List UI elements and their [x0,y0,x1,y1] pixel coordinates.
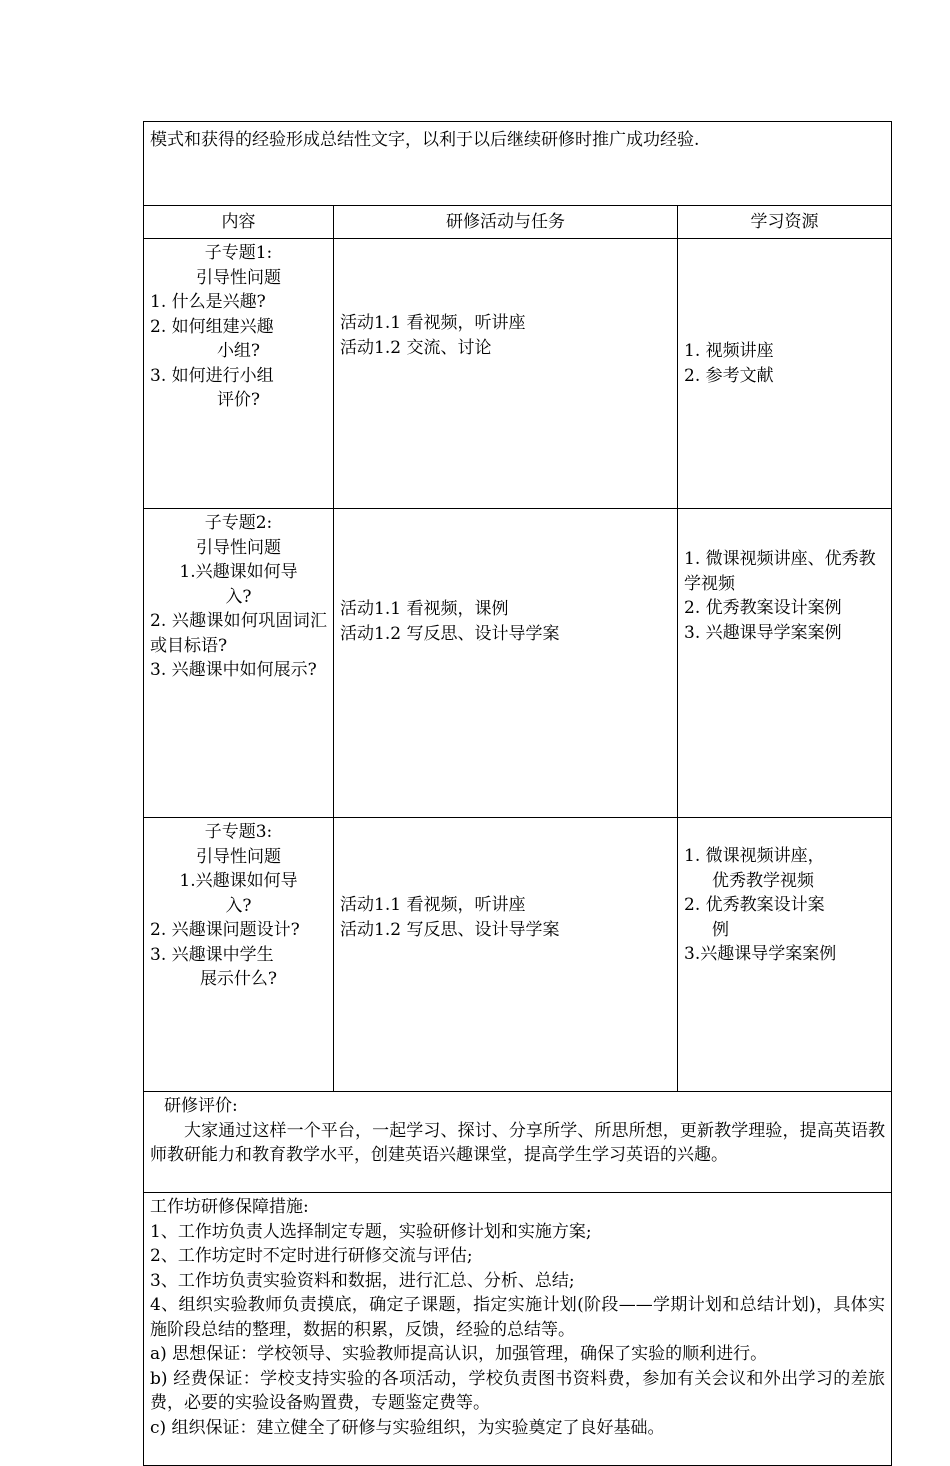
question: 展示什么? [199,969,278,989]
evaluation-body: 大家通过这样一个平台，一起学习、探讨、分享所学、所思所想，更新教学理验，提高英语教师教研能力和教育教学水平，创建英语兴趣课堂，提高学生学习英语的兴趣。 [150,1120,885,1165]
resource: 1. 微课视频讲座， [684,846,825,866]
measures-cell [144,1193,892,1466]
topic-sub: 引导性问题 [196,846,281,867]
measure-item: 3、工作坊负责实验资料和数据，进行汇总、分析、总结; [150,1270,575,1291]
header-row [144,206,892,239]
resources-cell [678,509,892,818]
resource: 1. 视频讲座 [684,341,774,361]
evaluation-row [144,1092,892,1193]
question: 3. 兴趣课中学生 [150,944,274,965]
question: 评价? [216,390,261,410]
plan-table [143,121,892,1466]
topic-sub: 引导性问题 [196,267,281,288]
resource: 2. 优秀教案设计案 [684,895,825,915]
intro-cell [144,122,892,206]
measure-item: c) 组织保证：建立健全了研修与实验组织，为实验奠定了良好基础。 [150,1417,665,1438]
resource: 3.兴趣课导学案案例 [684,944,837,964]
activity: 活动1.1 看视频，听讲座 [340,313,526,333]
evaluation-title: 研修评价: [164,1096,238,1116]
resource: 3. 兴趣课导学案案例 [684,622,842,643]
measures-title: 工作坊研修保障措施: [150,1197,309,1217]
measure-item: a) 思想保证：学校领导、实验教师提高认识，加强管理，确保了实验的顺利进行。 [150,1344,768,1364]
activity: 活动1.1 看视频，课例 [340,599,509,619]
question: 1.兴趣课如何导 [179,562,298,582]
topic-sub: 引导性问题 [196,537,281,558]
activity: 活动1.2 交流、讨论 [340,337,492,358]
measure-item: 4、组织实验教师负责摸底，确定子课题，指定实施计划(阶段——学期计划和总结计划)，具体实施阶段总结的整理，数据的积累，反馈，经验的总结等。 [150,1295,885,1340]
question: 2. 兴趣课问题设计? [150,920,300,940]
topic-title: 子专题3: [204,822,273,842]
question: 2. 如何组建兴趣 [150,316,274,337]
measure-item: 1、工作坊负责人选择制定专题，实验研修计划和实施方案; [150,1221,592,1242]
topic-cell [144,818,334,1092]
resource: 优秀教学视频 [712,870,814,891]
topic-cell [144,239,334,509]
activities-cell [334,509,678,818]
question: 入? [225,895,252,916]
header-resources: 学习资源 [678,206,892,239]
question: 2. 兴趣课如何巩固词汇或目标语? [150,611,327,656]
activity: 活动1.1 看视频，听讲座 [340,895,526,915]
topic-title: 子专题2: [204,513,273,533]
question: 3. 如何进行小组 [150,365,274,386]
measure-item: 2、工作坊定时不定时进行研修交流与评估; [150,1246,473,1266]
resource: 2. 参考文献 [684,365,774,386]
resource: 1. 微课视频讲座、优秀教学视频 [684,549,876,594]
activity: 活动1.2 写反思、设计导学案 [340,919,560,940]
question: 入? [225,586,252,607]
activity: 活动1.2 写反思、设计导学案 [340,623,560,644]
question: 小组? [216,341,261,361]
header-activities: 研修活动与任务 [334,206,678,239]
topic-cell [144,509,334,818]
table-row [144,509,892,818]
resource: 例 [712,919,729,940]
measure-item: b) 经费保证：学校支持实验的各项活动，学校负责图书资料费，参加有关会议和外出学习的差旅费，必要的实验设备购置费，专题鉴定费等。 [150,1368,885,1413]
resources-cell [678,239,892,509]
question: 1. 什么是兴趣? [150,292,266,312]
resources-cell [678,818,892,1092]
document-page [143,121,891,1466]
evaluation-cell [144,1092,892,1193]
intro-text: 模式和获得的经验形成总结性文字，以利于以后继续研修时推广成功经验. [150,130,700,150]
measures-row [144,1193,892,1466]
table-row [144,239,892,509]
table-row [144,818,892,1092]
resource: 2. 优秀教案设计案例 [684,598,842,618]
question: 3. 兴趣课中如何展示? [150,660,317,680]
header-content: 内容 [144,206,334,239]
activities-cell [334,818,678,1092]
intro-row [144,122,892,206]
activities-cell [334,239,678,509]
topic-title: 子专题1: [204,243,273,263]
question: 1.兴趣课如何导 [179,871,298,891]
